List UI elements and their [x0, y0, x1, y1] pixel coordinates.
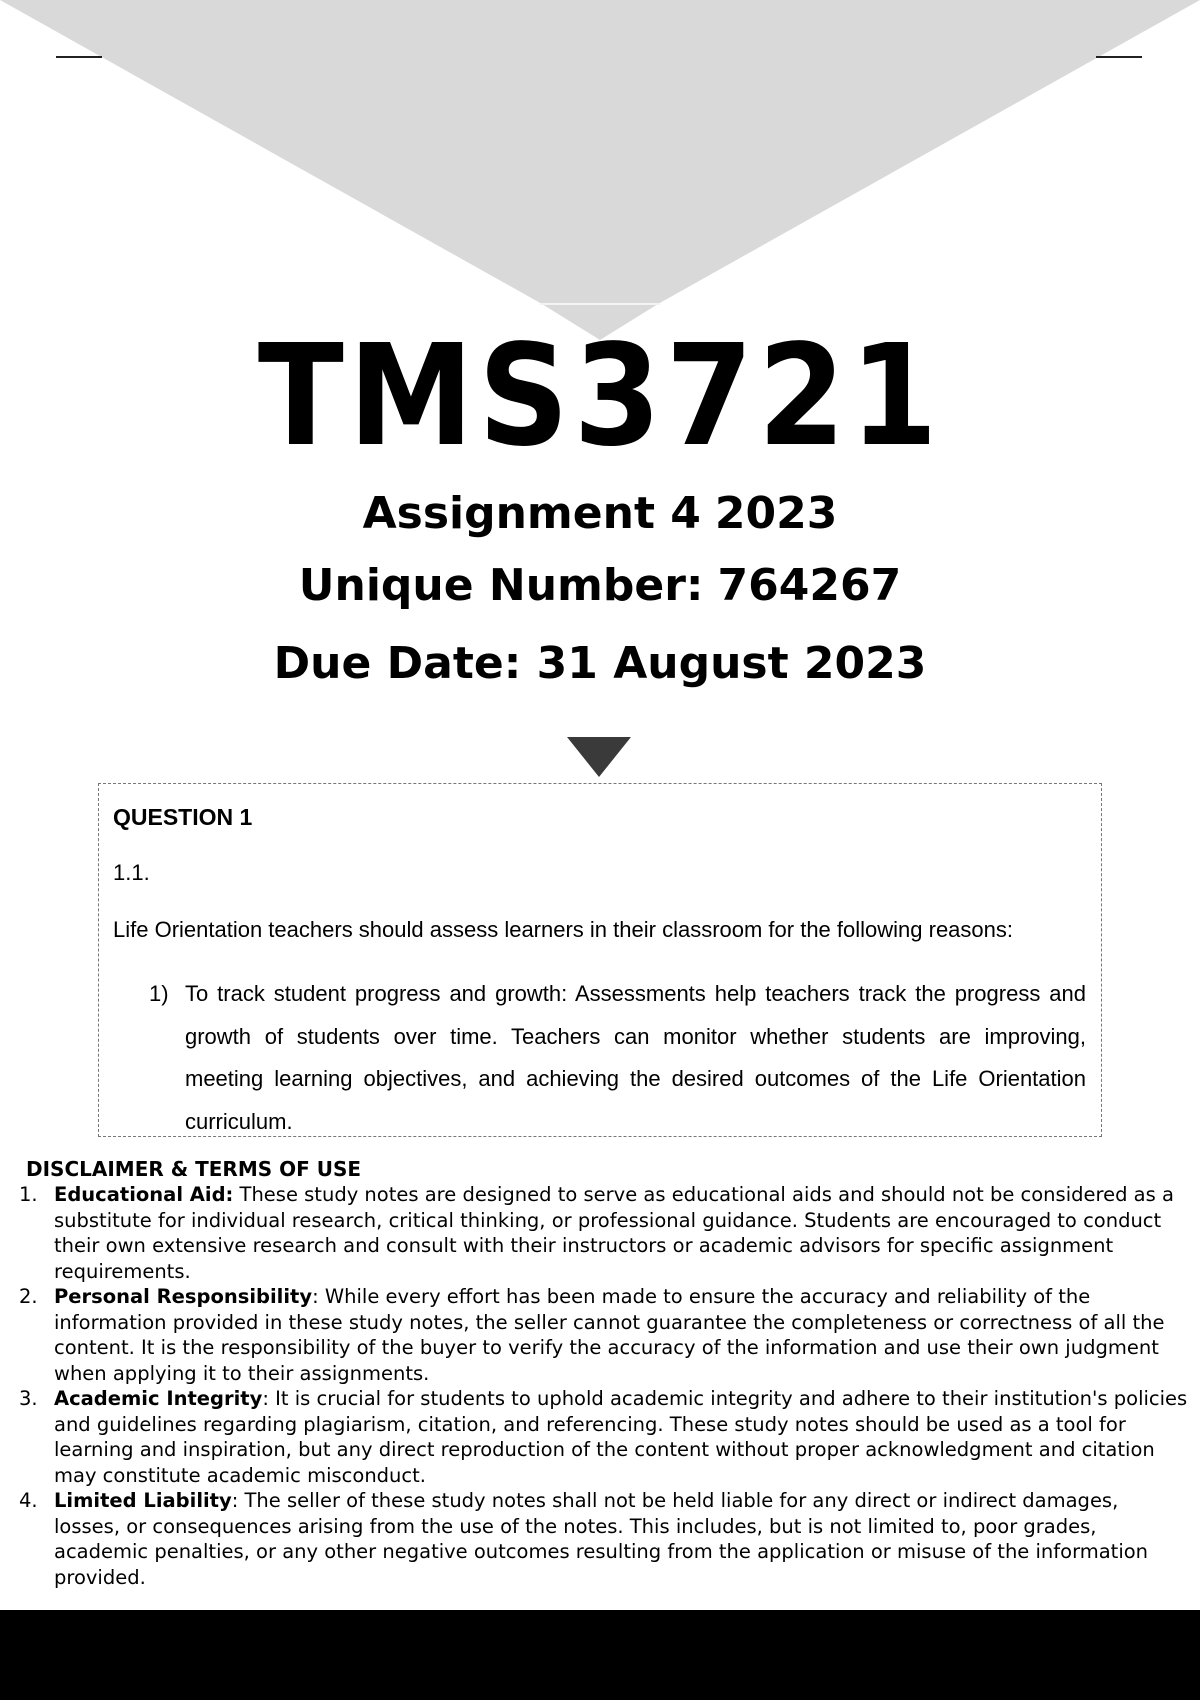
answer-list-item [113, 973, 1086, 1143]
unique-number-label: Unique Number: [298, 560, 704, 611]
disclaimer-item-number: 4. [19, 1489, 38, 1512]
disclaimer-item-number: 2. [19, 1285, 38, 1308]
disclaimer-item-text: : It is crucial for students to uphold academic integrity and adhere to their institution's policies and guidelines regarding plagiarism, citation, and referencing. These study notes should be used as a tool for learning and inspiration, but any direct reproduction of the content without proper acknowledgment and citation may constitute academic misconduct. [54, 1387, 1188, 1487]
due-date-label: Due Date: [273, 638, 522, 689]
disclaimer-item-term: Educational Aid: [54, 1183, 234, 1206]
disclaimer-item-number: 3. [19, 1387, 38, 1410]
assignment-label: Assignment 4 [362, 488, 701, 539]
disclaimer-item-text: : The seller of these study notes shall not be held liable for any direct or indirect damages, losses, or consequences arising from the use of the notes. This includes, but is not limited to, poor grades, academic penalties, or any other negative outcomes resulting from the application or misuse of the information provided. [54, 1489, 1149, 1589]
disclaimer-item-text: : While every effort has been made to ensure the accuracy and reliability of the information provided in these study notes, the seller cannot guarantee the completeness or correctness of all the content. It is the responsibility of the buyer to verify the accuracy of the information and use their own judgment when applying it to their assignments. [54, 1285, 1165, 1385]
disclaimer-item-number: 1. [19, 1183, 38, 1206]
disclaimer-item-term: Personal Responsibility [54, 1285, 313, 1308]
down-arrow-icon [567, 737, 631, 777]
disclaimer-item-text: These study notes are designed to serve as educational aids and should not be considered as a substitute for individual research, critical thinking, or professional guidance. Students are encouraged to conduct their own extensive research and consult with their instructors or academic advisors for specific assignment requirements. [54, 1183, 1174, 1283]
unique-number-value: 764267 [717, 560, 902, 611]
disclaimer-item-term: Academic Integrity [54, 1387, 263, 1410]
question-heading: QUESTION 1 [113, 804, 253, 830]
question-preview-box [98, 783, 1102, 1137]
footer-bar [0, 1610, 1200, 1700]
disclaimer-item [0, 1488, 1200, 1590]
question-intro: Life Orientation teachers should assess learners in their classroom for the following reasons: [113, 917, 1014, 942]
disclaimer-item-term: Limited Liability [54, 1489, 232, 1512]
answer-item-marker: 1) [149, 981, 169, 1006]
assignment-year: 2023 [714, 488, 838, 539]
assignment-line [0, 486, 1200, 542]
corner-rule-left [56, 56, 102, 58]
disclaimer-section [0, 1156, 1200, 1590]
answer-item-text: To track student progress and growth: Assessments help teachers track the progress and growth of students over time. Teachers can monitor whether students are improving, meeting learning objectives, and achieving the desired outcomes of the Life Orientation curriculum. [185, 981, 1086, 1134]
disclaimer-item [0, 1284, 1200, 1386]
due-date-line [0, 636, 1200, 692]
disclaimer-item [0, 1182, 1200, 1284]
question-number: 1.1. [113, 860, 150, 885]
course-code-title: TMS3721 [257, 315, 943, 478]
disclaimer-item [0, 1386, 1200, 1488]
top-chevron-graphic [0, 0, 1200, 340]
unique-number-line [0, 558, 1200, 614]
due-date-value: 31 August 2023 [536, 638, 927, 689]
corner-rule-right [1096, 56, 1142, 58]
disclaimer-title: DISCLAIMER & TERMS OF USE [26, 1157, 362, 1181]
